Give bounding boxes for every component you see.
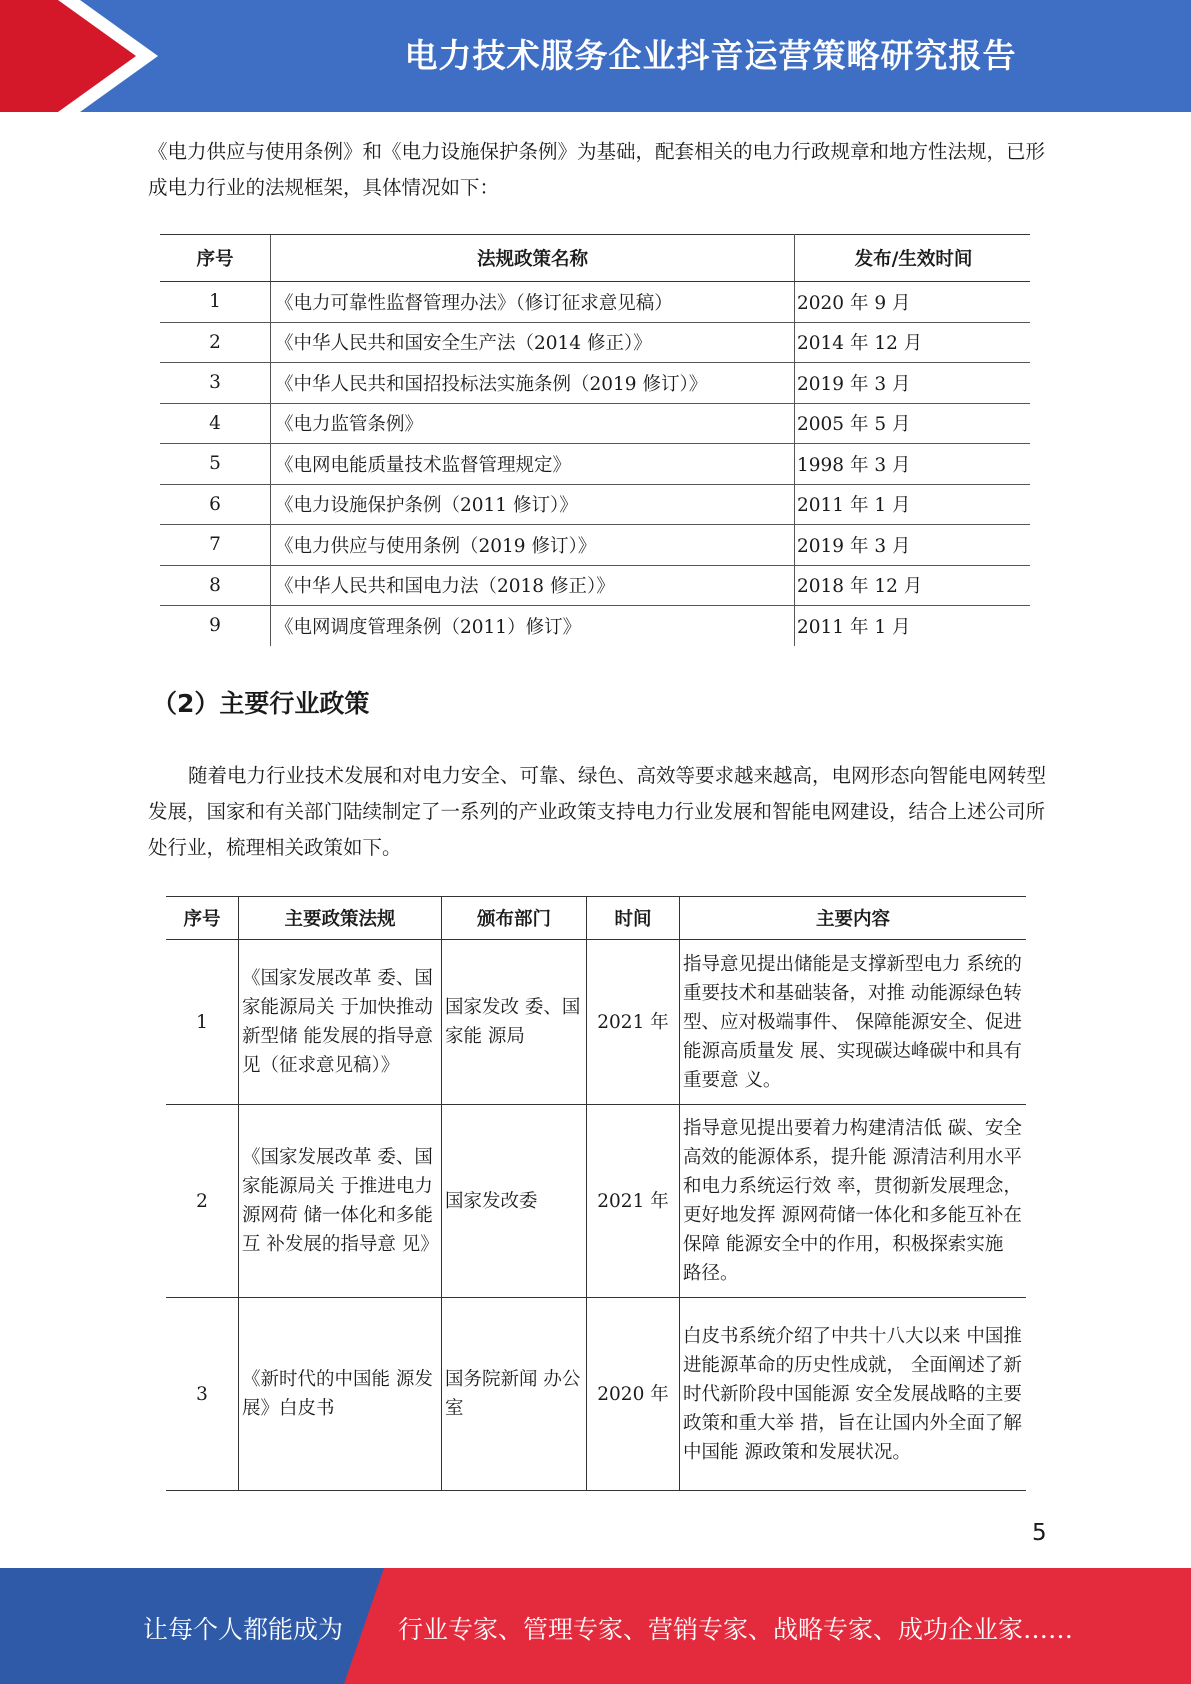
regulation-name: 《电力供应与使用条例（2019 修订）》 bbox=[271, 525, 795, 566]
table-row bbox=[160, 282, 1030, 323]
column-header-time: 时间 bbox=[587, 897, 680, 940]
regulation-name: 《电网电能质量技术监督管理规定》 bbox=[271, 444, 795, 485]
row-number: 2 bbox=[160, 322, 271, 363]
row-number: 7 bbox=[160, 525, 271, 566]
regulation-name: 《中华人民共和国安全生产法（2014 修正）》 bbox=[271, 322, 795, 363]
intro-paragraph: 《电力供应与使用条例》和《电力设施保护条例》为基础，配套相关的电力行政规章和地方性法规，已形成电力行业的法规框架，具体情况如下： bbox=[148, 140, 1046, 199]
row-number: 2 bbox=[166, 1105, 239, 1298]
regulation-name: 《电网调度管理条例（2011）修订》 bbox=[271, 606, 795, 646]
policy-content: 白皮书系统介绍了中共十八大以来 中国推进能源革命的历史性成就， 全面阐述了新时代新阶段中国能源 安全发展战略的主要政策和重大举 措，旨在让国内外全面了解中国能 源政策和发展状况。 bbox=[680, 1298, 1027, 1491]
policy-name: 《新时代的中国能 源发展》白皮书 bbox=[239, 1298, 442, 1491]
table-row bbox=[160, 363, 1030, 404]
issuing-department: 国家发改委 bbox=[442, 1105, 587, 1298]
column-header-department: 颁布部门 bbox=[442, 897, 587, 940]
page-number: 5 bbox=[1032, 1520, 1047, 1546]
regulation-name: 《电力监管条例》 bbox=[271, 403, 795, 444]
issuing-department: 国务院新闻 办公室 bbox=[442, 1298, 587, 1491]
row-number: 3 bbox=[160, 363, 271, 404]
row-number: 5 bbox=[160, 444, 271, 485]
report-title: 电力技术服务企业抖音运营策略研究报告 bbox=[404, 36, 1017, 75]
page-header bbox=[0, 0, 1191, 112]
section-heading: （2）主要行业政策 bbox=[152, 689, 370, 718]
table-row bbox=[160, 606, 1030, 646]
effective-date: 2019 年 3 月 bbox=[795, 363, 1031, 404]
regulation-name: 《电力可靠性监督管理办法》（修订征求意见稿） bbox=[271, 282, 795, 323]
row-number: 6 bbox=[160, 484, 271, 525]
regulations-table bbox=[160, 234, 1030, 646]
regulation-name: 《电力设施保护条例（2011 修订）》 bbox=[271, 484, 795, 525]
table-row bbox=[160, 484, 1030, 525]
policy-intro-paragraph: 随着电力行业技术发展和对电力安全、可靠、绿色、高效等要求越来越高，电网形态向智能电网转型发展，国家和有关部门陆续制定了一系列的产业政策支持电力行业发展和智能电网建设，结合上述公司所处行业，梳理相关政策如下。 bbox=[148, 764, 1047, 859]
table-row bbox=[166, 1298, 1026, 1491]
policy-content: 指导意见提出要着力构建清洁低 碳、安全高效的能源体系，提升能 源清洁利用水平和电力系统运行效 率，贯彻新发展理念，更好地发挥 源网荷储一体化和多能互补在保障 能源安全中的作用，积极探索实施 路径。 bbox=[680, 1105, 1027, 1298]
table-row bbox=[160, 525, 1030, 566]
effective-date: 2011 年 1 月 bbox=[795, 484, 1031, 525]
footer-slogan-right: 行业专家、管理专家、营销专家、战略专家、成功企业家…… bbox=[398, 1615, 1074, 1644]
table-header-row bbox=[166, 897, 1026, 940]
regulation-name: 《中华人民共和国招投标法实施条例（2019 修订）》 bbox=[271, 363, 795, 404]
column-header-name: 法规政策名称 bbox=[271, 235, 795, 282]
effective-date: 2011 年 1 月 bbox=[797, 616, 911, 638]
table-row bbox=[166, 1105, 1026, 1298]
column-header-number: 序号 bbox=[166, 897, 239, 940]
footer-slogan-left: 让每个人都能成为 bbox=[143, 1615, 344, 1644]
column-header-date: 发布/生效时间 bbox=[795, 235, 1031, 282]
table-row bbox=[160, 322, 1030, 363]
policy-name: 《国家发展改革 委、国家能源局关 于推进电力源网荷 储一体化和多能互 补发展的指导意 见》 bbox=[239, 1105, 442, 1298]
table-row bbox=[160, 565, 1030, 606]
policies-table bbox=[166, 896, 1026, 1491]
table-row bbox=[160, 403, 1030, 444]
table-row bbox=[166, 940, 1026, 1105]
issue-time: 2021 年 bbox=[587, 1105, 680, 1298]
row-number: 9 bbox=[209, 615, 221, 637]
effective-date: 2005 年 5 月 bbox=[795, 403, 1031, 444]
row-number: 1 bbox=[160, 282, 271, 323]
table-row bbox=[160, 444, 1030, 485]
policy-name: 《国家发展改革 委、国家能源局关 于加快推动新型储 能发展的指导意见（征求意见稿）》 bbox=[239, 940, 442, 1105]
row-number: 8 bbox=[160, 565, 271, 606]
effective-date: 2020 年 9 月 bbox=[795, 282, 1031, 323]
policy-content: 指导意见提出储能是支撑新型电力 系统的重要技术和基础装备，对推 动能源绿色转型、应对极端事件、 保障能源安全、促进能源高质量发 展、实现碳达峰碳中和具有重要意 义。 bbox=[680, 940, 1027, 1105]
row-number: 1 bbox=[166, 940, 239, 1105]
effective-date: 1998 年 3 月 bbox=[795, 444, 1031, 485]
page-footer bbox=[0, 1568, 1191, 1684]
effective-date: 2019 年 3 月 bbox=[795, 525, 1031, 566]
table-header-row bbox=[160, 235, 1030, 282]
issuing-department: 国家发改 委、国家能 源局 bbox=[442, 940, 587, 1105]
issue-time: 2020 年 bbox=[587, 1298, 680, 1491]
column-header-policy: 主要政策法规 bbox=[239, 897, 442, 940]
row-number: 3 bbox=[166, 1298, 239, 1491]
effective-date: 2014 年 12 月 bbox=[795, 322, 1031, 363]
row-number: 4 bbox=[160, 403, 271, 444]
effective-date: 2018 年 12 月 bbox=[795, 565, 1031, 606]
column-header-content: 主要内容 bbox=[680, 897, 1027, 940]
regulation-name: 《中华人民共和国电力法（2018 修正）》 bbox=[271, 565, 795, 606]
issue-time: 2021 年 bbox=[587, 940, 680, 1105]
column-header-number: 序号 bbox=[160, 235, 271, 282]
